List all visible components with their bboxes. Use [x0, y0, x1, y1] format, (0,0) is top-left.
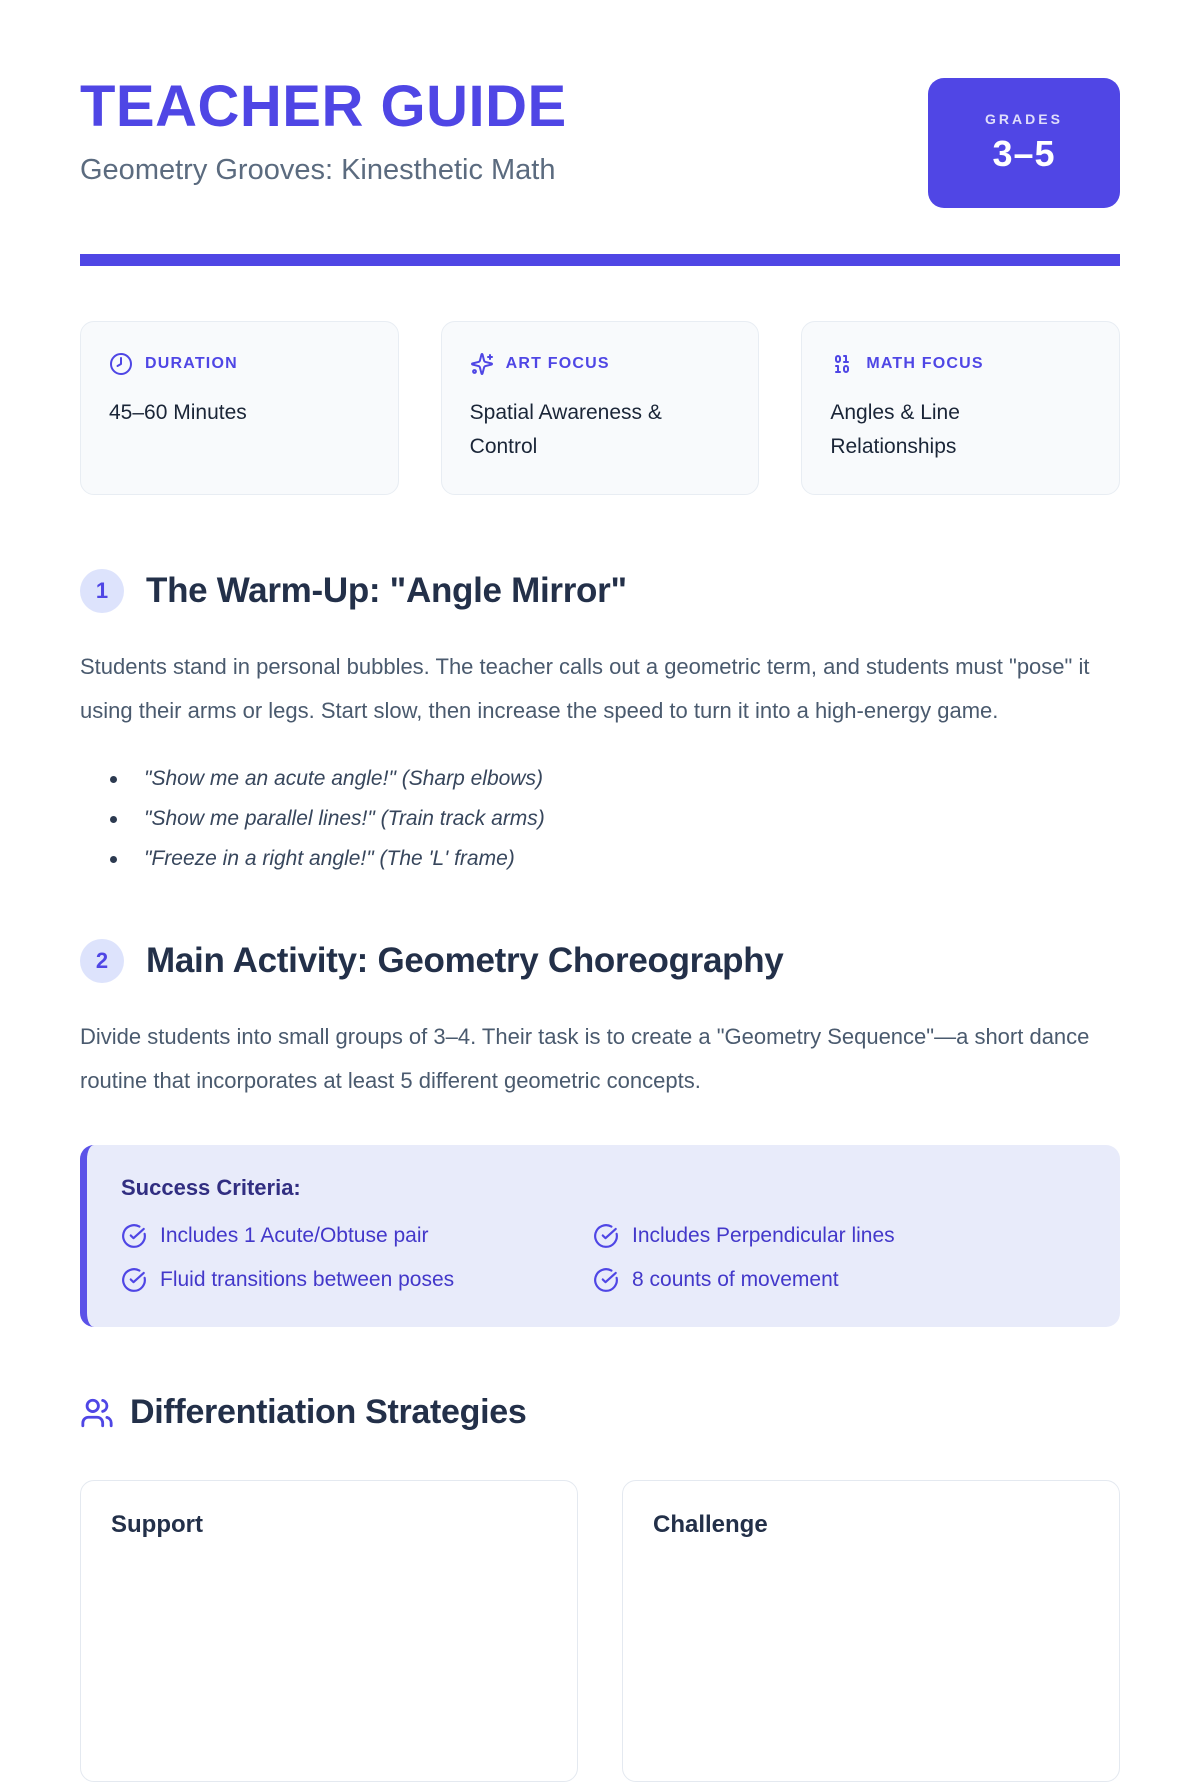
check-circle-icon [593, 1267, 619, 1293]
check-circle-icon [593, 1223, 619, 1249]
info-card-value: 45–60 Minutes [109, 401, 247, 424]
header [80, 0, 1120, 208]
info-card-art-focus [441, 321, 760, 495]
sparkles-icon [470, 352, 494, 376]
success-criteria-item [121, 1223, 593, 1249]
header-text [80, 74, 567, 187]
challenge-card-title: Challenge [653, 1511, 768, 1538]
section-paragraph: Divide students into small groups of 3–4. Their task is to create a "Geometry Sequence"—a short dance routine that incorporates at least 5 different geometric concepts. [80, 1024, 1090, 1093]
differentiation-cards [80, 1480, 1120, 1782]
check-circle-icon [121, 1267, 147, 1293]
info-card-head [470, 352, 731, 376]
success-criteria-title: Success Criteria: [121, 1175, 301, 1200]
page-title: TEACHER GUIDE [80, 74, 567, 139]
clock-icon [109, 352, 133, 376]
success-criteria-item [593, 1223, 1086, 1249]
grades-badge [928, 78, 1120, 208]
challenge-card [622, 1480, 1120, 1782]
info-card-value: Angles & Line Relationships [830, 401, 960, 458]
page-subtitle: Geometry Grooves: Kinesthetic Math [80, 154, 556, 186]
section-number-badge: 2 [80, 939, 124, 983]
info-card-label: MATH FOCUS [866, 355, 984, 372]
bullet-item: "Freeze in a right angle!" (The 'L' frame) [110, 839, 1120, 879]
info-card-math-focus [801, 321, 1120, 495]
section-title: The Warm-Up: "Angle Mirror" [146, 571, 627, 610]
differentiation-heading [80, 1393, 1120, 1432]
teacher-guide-page [80, 0, 1120, 1782]
binary-icon [830, 352, 854, 376]
warm-up-bullet-list [80, 759, 1120, 879]
section-number-badge: 1 [80, 569, 124, 613]
section-differentiation [80, 1393, 1120, 1782]
support-card-title: Support [111, 1511, 203, 1538]
success-criteria-text: Fluid transitions between poses [160, 1268, 455, 1291]
section-heading [80, 569, 1120, 613]
info-card-label: ART FOCUS [505, 355, 610, 372]
info-card-head [109, 352, 370, 376]
success-criteria-grid [121, 1223, 1086, 1293]
support-card [80, 1480, 578, 1782]
differentiation-title: Differentiation Strategies [130, 1393, 527, 1431]
users-icon [80, 1396, 114, 1430]
info-card-label: DURATION [145, 355, 238, 372]
section-title: Main Activity: Geometry Choreography [146, 941, 784, 980]
grades-badge-label: GRADES [985, 111, 1063, 127]
grades-badge-value: 3–5 [992, 133, 1056, 174]
info-card-head [830, 352, 1091, 376]
success-criteria-text: 8 counts of movement [632, 1268, 839, 1291]
success-criteria-text: Includes 1 Acute/Obtuse pair [160, 1224, 429, 1247]
info-card-duration [80, 321, 399, 495]
bullet-item: "Show me parallel lines!" (Train track arms) [110, 799, 1120, 839]
info-cards [80, 321, 1120, 495]
bullet-item: "Show me an acute angle!" (Sharp elbows) [110, 759, 1120, 799]
section-main-activity [80, 939, 1120, 1327]
divider [80, 254, 1120, 266]
success-criteria-item [121, 1267, 593, 1293]
info-card-value: Spatial Awareness & Control [469, 401, 662, 458]
section-warm-up [80, 569, 1120, 879]
section-paragraph: Students stand in personal bubbles. The teacher calls out a geometric term, and students must "pose" it using their arms or legs. Start slow, then increase the speed to turn it into a high-energy game. [80, 654, 1090, 723]
check-circle-icon [121, 1223, 147, 1249]
success-criteria-item [593, 1267, 1086, 1293]
success-criteria-text: Includes Perpendicular lines [632, 1224, 895, 1247]
section-heading [80, 939, 1120, 983]
success-criteria-callout [80, 1145, 1120, 1327]
